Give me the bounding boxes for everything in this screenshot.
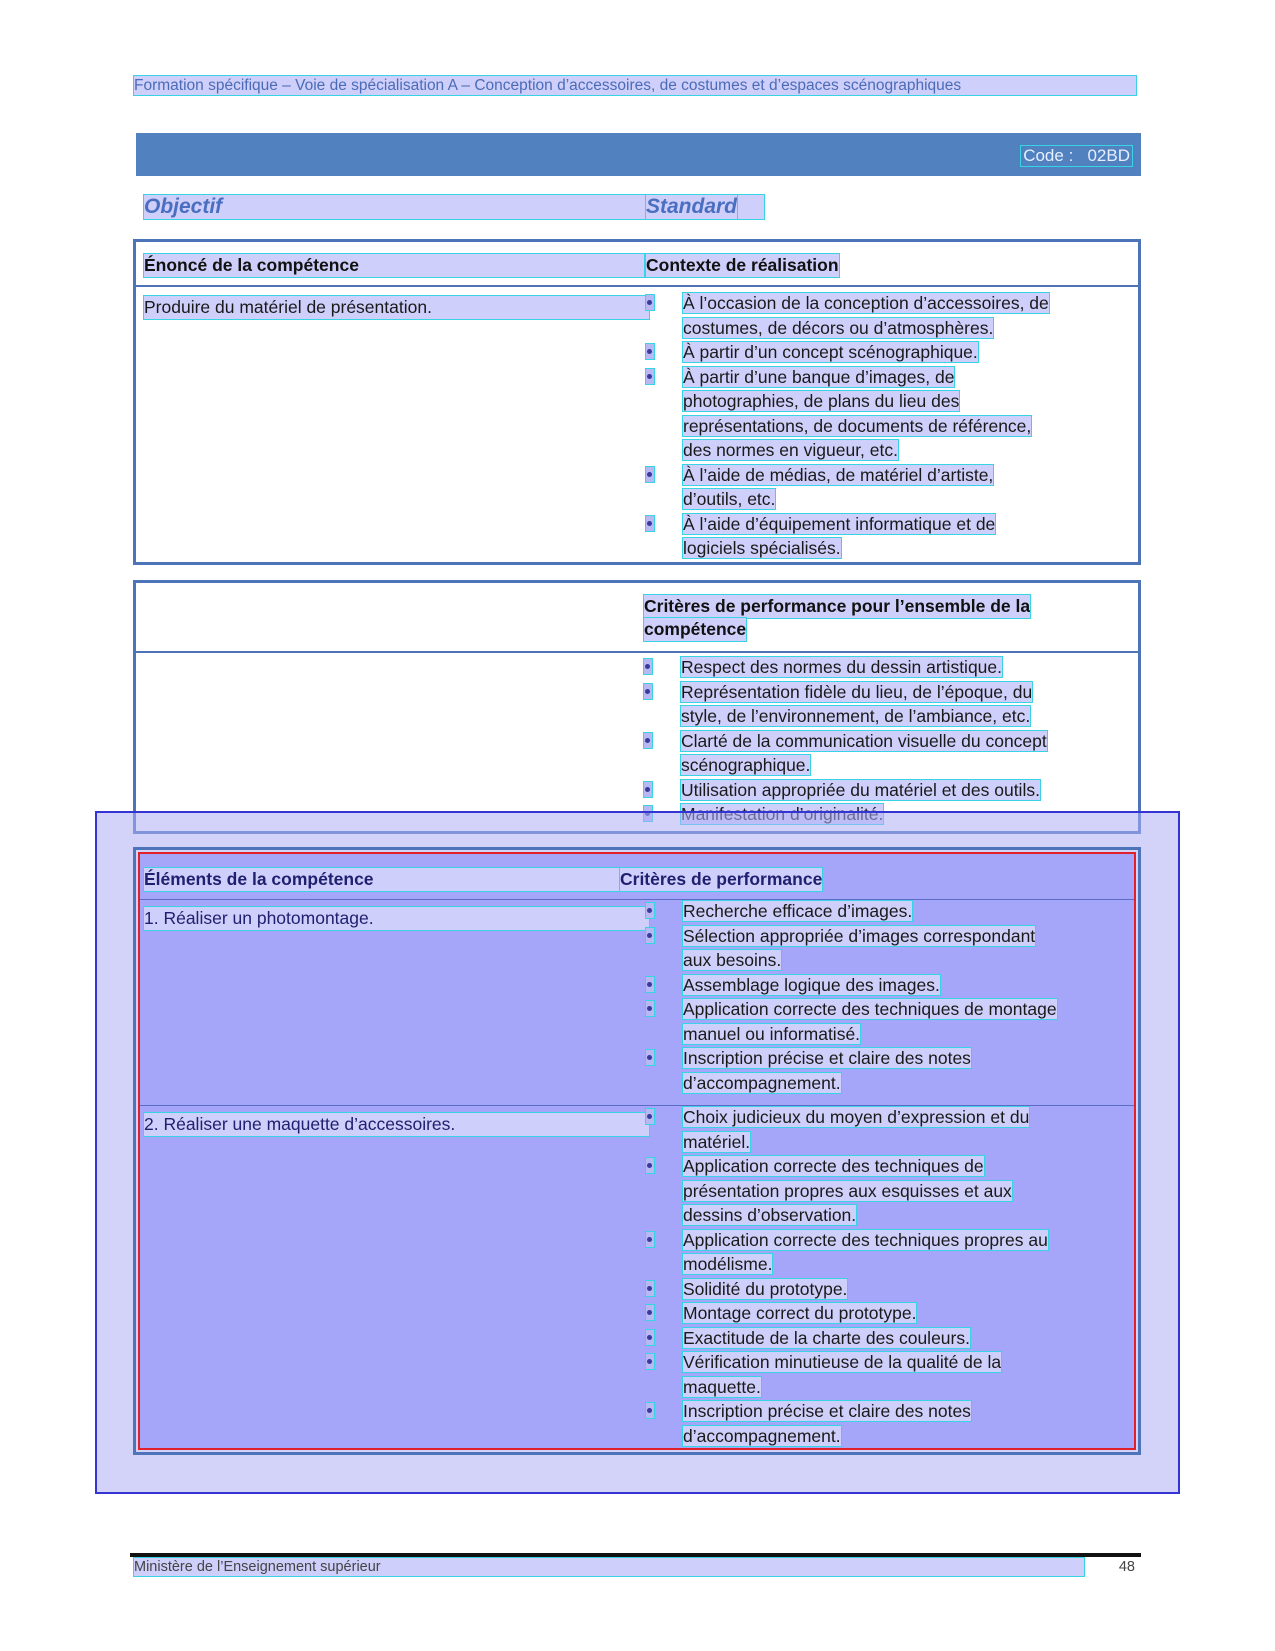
bullet-icon xyxy=(646,903,654,918)
bullet-line: Sélection appropriée d’images correspondant xyxy=(683,925,1036,946)
bullet-line: aux besoins. xyxy=(683,950,782,970)
bullet-item xyxy=(646,1228,1048,1277)
bullet-line: présentation propres aux esquisses et aux xyxy=(683,1180,1012,1201)
bullet-line: Inscription précise et claire des notes xyxy=(683,1401,971,1421)
bullet-line: Exactitude de la charte des couleurs. xyxy=(683,1327,970,1348)
bullet-line: Solidité du prototype. xyxy=(683,1278,848,1299)
bullet-line: Assemblage logique des images. xyxy=(683,974,940,995)
bullet-item xyxy=(644,680,1047,729)
bullet-line: Recherche efficace d’images. xyxy=(683,901,913,921)
bullet-icon xyxy=(646,1281,654,1296)
bullet-line: Application correcte des techniques propres au xyxy=(683,1229,1048,1250)
bullet-item xyxy=(646,340,1049,365)
bullet-icon xyxy=(646,1305,654,1320)
bullet-line: Clarté de la communication visuelle du concept xyxy=(681,730,1047,751)
element-1-label: 1. Réaliser un photomontage. xyxy=(144,907,649,930)
bullet-icon xyxy=(646,369,654,384)
elements-heading: Éléments de la compétence xyxy=(144,868,624,891)
code-band xyxy=(133,133,1141,176)
footer-ministry: Ministère de l’Enseignement supérieur xyxy=(134,1558,1084,1576)
bullet-item xyxy=(646,463,1049,512)
bullet-item xyxy=(644,729,1047,778)
overall-criteria-heading xyxy=(644,595,1030,641)
bullet-line: d’accompagnement. xyxy=(683,1072,841,1093)
bullet-item xyxy=(646,973,1057,998)
bullet-icon xyxy=(646,1330,654,1345)
context-heading: Contexte de réalisation xyxy=(646,255,839,275)
bullet-line: Inscription précise et claire des notes xyxy=(683,1048,971,1068)
bullet-line: d’accompagnement. xyxy=(683,1425,841,1446)
overall-criteria-heading-line: Critères de performance pour l’ensemble de la xyxy=(644,596,1031,616)
bullet-item xyxy=(644,778,1047,803)
performance-heading: Critères de performance xyxy=(620,869,823,889)
bullet-item xyxy=(646,1277,1048,1302)
bullet-icon xyxy=(644,733,652,748)
running-header: Formation spécifique – Voie de spécialisation A – Conception d’accessoires, de costumes et d’espaces scénographiques xyxy=(134,76,1136,95)
bullet-item xyxy=(646,899,1057,924)
bullet-item xyxy=(646,1350,1048,1399)
bullet-icon xyxy=(646,1001,654,1016)
standard-heading: Standard xyxy=(646,195,738,218)
bullet-line: photographies, de plans du lieu des xyxy=(683,391,960,411)
bullet-line: Montage correct du prototype. xyxy=(683,1303,917,1323)
overall-criteria-heading-line: compétence xyxy=(644,619,747,639)
bullet-item xyxy=(644,655,1047,680)
context-list xyxy=(646,291,1049,561)
bullet-icon xyxy=(646,467,654,482)
bullet-item xyxy=(646,997,1057,1046)
bullet-line: matériel. xyxy=(683,1131,751,1152)
footer-rule xyxy=(130,1553,1141,1557)
bullet-line: Vérification minutieuse de la qualité de la xyxy=(683,1352,1002,1372)
bullet-line: représentations, de documents de référence, xyxy=(683,415,1032,436)
bullet-icon xyxy=(646,1158,654,1173)
bullet-icon xyxy=(644,782,652,797)
bullet-line: À l’aide de médias, de matériel d’artiste, xyxy=(683,464,994,485)
bullet-icon xyxy=(646,295,654,310)
bullet-item xyxy=(646,291,1049,340)
bullet-item xyxy=(646,1301,1048,1326)
bullet-icon xyxy=(646,1050,654,1065)
competency-statement: Produire du matériel de présentation. xyxy=(144,296,649,319)
overall-criteria-list xyxy=(644,655,1047,827)
bullet-item xyxy=(646,1105,1048,1154)
bullet-item xyxy=(646,512,1049,561)
element-2-criteria xyxy=(646,1105,1048,1448)
bullet-line: À l’aide d’équipement informatique et de xyxy=(683,513,996,534)
bullet-line: scénographique. xyxy=(681,755,811,775)
bullet-line: logiciels spécialisés. xyxy=(683,538,841,558)
objective-heading: Objectif xyxy=(144,195,764,219)
bullet-icon xyxy=(644,659,652,674)
bullet-line: Respect des normes du dessin artistique. xyxy=(681,657,1002,677)
bullet-item xyxy=(646,924,1057,973)
bullet-line: style, de l’environnement, de l’ambiance, etc. xyxy=(681,706,1031,726)
bullet-line: des normes en vigueur, etc. xyxy=(683,440,898,460)
bullet-icon xyxy=(646,1109,654,1124)
bullet-line: maquette. xyxy=(683,1376,761,1397)
bullet-icon xyxy=(646,977,654,992)
bullet-line: manuel ou informatisé. xyxy=(683,1023,861,1044)
statement-heading: Énoncé de la compétence xyxy=(144,254,644,277)
bullet-line: À partir d’un concept scénographique. xyxy=(683,342,978,362)
bullet-line: dessins d’observation. xyxy=(683,1205,857,1225)
bullet-line: Utilisation appropriée du matériel et des outils. xyxy=(681,779,1040,800)
bullet-icon xyxy=(646,1354,654,1369)
bullet-item xyxy=(646,1399,1048,1448)
bullet-icon xyxy=(646,516,654,531)
bullet-icon xyxy=(646,928,654,943)
bullet-item xyxy=(646,365,1049,463)
competency-code: Code : 02BD xyxy=(1023,146,1130,165)
bullet-line: Application correcte des techniques de montage xyxy=(683,999,1057,1019)
bullet-line: Représentation fidèle du lieu, de l’époque, du xyxy=(681,681,1033,702)
bullet-icon xyxy=(644,684,652,699)
element-2-label: 2. Réaliser une maquette d’accessoires. xyxy=(144,1113,649,1136)
bullet-icon xyxy=(646,344,654,359)
bullet-line: À l’occasion de la conception d’accessoires, de xyxy=(683,293,1049,313)
bullet-line: Application correcte des techniques de xyxy=(683,1156,984,1176)
bullet-line: costumes, de décors ou d’atmosphères. xyxy=(683,317,994,338)
bullet-icon xyxy=(646,1403,654,1418)
bullet-line: d’outils, etc. xyxy=(683,489,776,509)
bullet-item xyxy=(646,1326,1048,1351)
bullet-line: modélisme. xyxy=(683,1254,773,1274)
bullet-item xyxy=(646,1154,1048,1228)
bullet-line: À partir d’une banque d’images, de xyxy=(683,366,955,387)
element-1-criteria xyxy=(646,899,1057,1095)
bullet-item xyxy=(646,1046,1057,1095)
page-number: 48 xyxy=(1118,1559,1135,1575)
bullet-line: Choix judicieux du moyen d’expression et du xyxy=(683,1107,1030,1127)
bullet-icon xyxy=(646,1232,654,1247)
